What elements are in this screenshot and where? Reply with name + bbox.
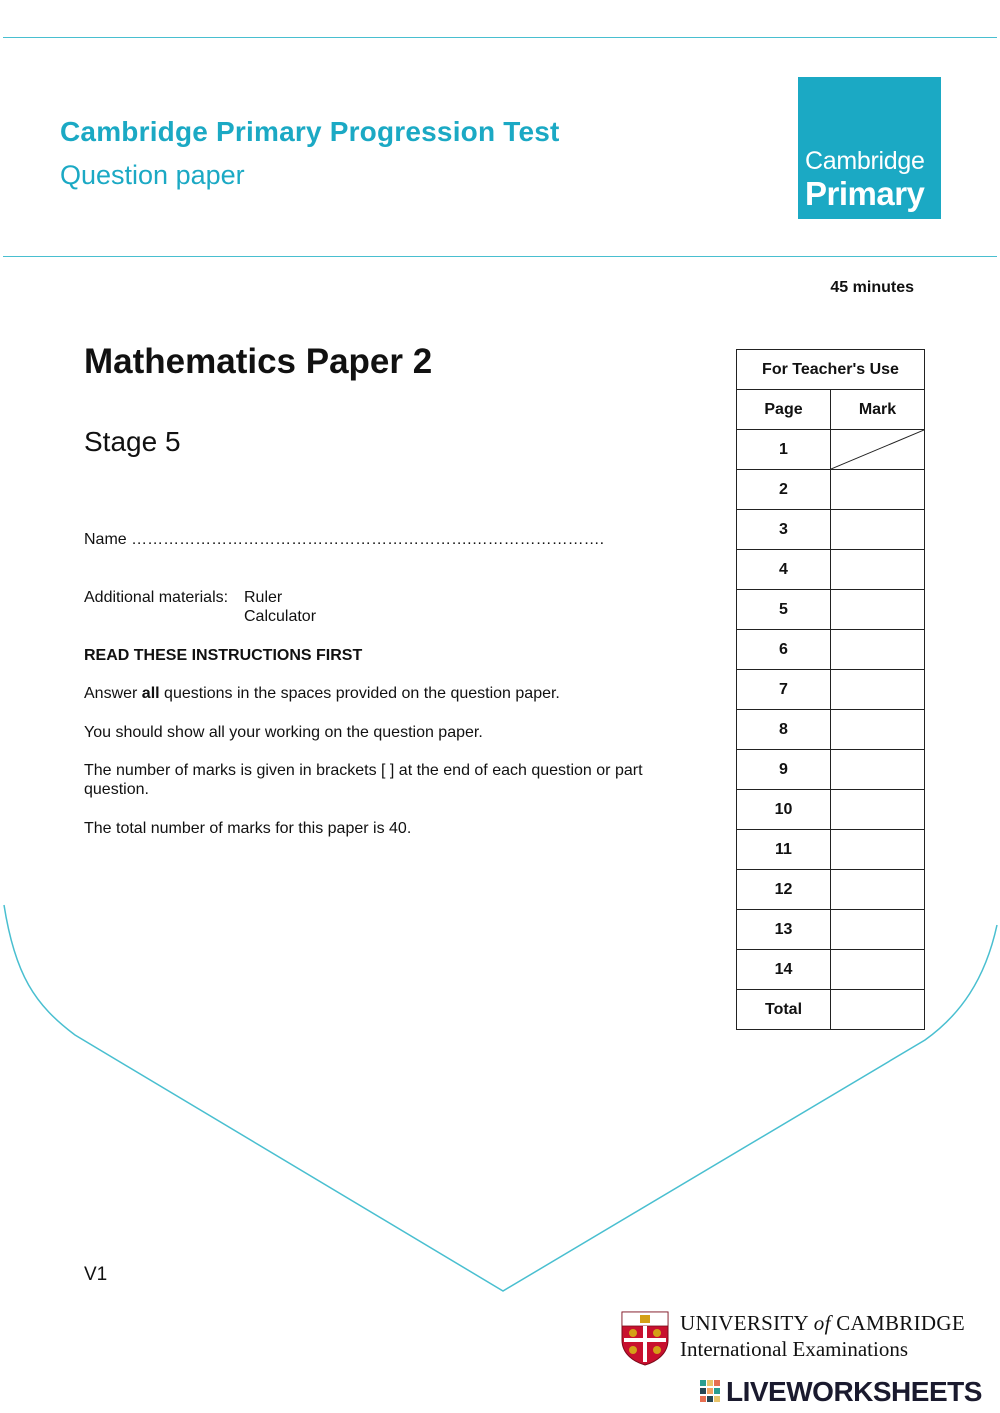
page-number: 6 (737, 630, 831, 670)
logo-line-1: Cambridge (805, 147, 925, 175)
version-label: V1 (84, 1264, 108, 1285)
mark-cell[interactable] (831, 750, 925, 790)
watermark-text: LIVEWORKSHEETS (726, 1376, 982, 1407)
page-number: 11 (737, 830, 831, 870)
page-number: 14 (737, 950, 831, 990)
page-number: 4 (737, 550, 831, 590)
instruction-emphasis: all (141, 685, 160, 702)
mark-cell[interactable] (831, 870, 925, 910)
teacher-table-row (737, 430, 925, 470)
teacher-table-row (737, 830, 925, 870)
teacher-table-row (737, 470, 925, 510)
page-number: 8 (737, 710, 831, 750)
teacher-marks-table (736, 349, 925, 1030)
teacher-table-row (737, 550, 925, 590)
teacher-table-row (737, 630, 925, 670)
instruction-text: questions in the spaces provided on the question paper. (159, 685, 560, 702)
university-name: UNIVERSITY of CAMBRIDGE (680, 1311, 965, 1335)
mark-cell[interactable] (831, 950, 925, 990)
materials-label: Additional materials: (84, 589, 229, 606)
teacher-table-row (737, 710, 925, 750)
teacher-table-row (737, 950, 925, 990)
material-item: Calculator (244, 608, 317, 625)
mark-cell[interactable] (831, 910, 925, 950)
mark-cell[interactable] (831, 710, 925, 750)
instruction-total-marks: The total number of marks for this paper is 40. (84, 820, 412, 837)
total-label: Total (737, 990, 831, 1030)
instruction-marks-brackets: The number of marks is given in brackets [ ] at the end of each question or part question. (84, 762, 643, 798)
teacher-table-row (737, 790, 925, 830)
page-number: 5 (737, 590, 831, 630)
page-number: 3 (737, 510, 831, 550)
mark-cell[interactable] (831, 550, 925, 590)
page-number: 2 (737, 470, 831, 510)
instruction-text: Answer (84, 685, 142, 702)
teacher-table-row (737, 910, 925, 950)
liveworksheets-watermark (700, 1374, 995, 1408)
mark-cell[interactable] (831, 470, 925, 510)
mark-cell[interactable] (831, 590, 925, 630)
page-number: 1 (737, 430, 831, 470)
page-number: 12 (737, 870, 831, 910)
crossed-out-mark (831, 430, 924, 469)
teacher-table-row (737, 510, 925, 550)
material-item: Ruler (244, 589, 283, 606)
mark-cell[interactable] (831, 510, 925, 550)
teacher-table-row (737, 750, 925, 790)
page-number: 9 (737, 750, 831, 790)
teacher-table-row (737, 870, 925, 910)
stage-label: Stage 5 (84, 426, 181, 457)
university-crest-icon (620, 1310, 670, 1366)
teacher-table-heading: For Teacher's Use (737, 350, 925, 390)
logo-line-2: Primary (805, 175, 925, 212)
page-number: 10 (737, 790, 831, 830)
teacher-table-row (737, 590, 925, 630)
mark-cell[interactable] (831, 670, 925, 710)
column-header-mark: Mark (831, 390, 925, 430)
mark-cell[interactable] (831, 630, 925, 670)
instruction-answer-all (84, 684, 644, 703)
test-name: Cambridge Primary Progression Test (60, 116, 560, 147)
instruction-show-working: You should show all your working on the question paper. (84, 724, 483, 741)
column-header-page: Page (737, 390, 831, 430)
instructions-heading: READ THESE INSTRUCTIONS FIRST (84, 647, 363, 664)
duration: 45 minutes (830, 279, 914, 296)
teacher-table-row (737, 670, 925, 710)
mark-cell[interactable] (831, 830, 925, 870)
total-mark-cell[interactable] (831, 990, 925, 1030)
liveworksheets-icon (700, 1380, 722, 1404)
university-subtitle: International Examinations (680, 1337, 909, 1361)
document-type: Question paper (60, 160, 245, 190)
page-number: 7 (737, 670, 831, 710)
name-field-line[interactable]: Name ……………………………………………………….……………………. (84, 531, 605, 548)
mark-cell[interactable] (831, 790, 925, 830)
cambridge-primary-logo (798, 77, 941, 219)
page-number: 13 (737, 910, 831, 950)
header-top-rule (3, 37, 997, 38)
paper-title: Mathematics Paper 2 (84, 342, 433, 381)
mark-cell (831, 430, 925, 470)
header-bottom-rule (3, 256, 997, 257)
